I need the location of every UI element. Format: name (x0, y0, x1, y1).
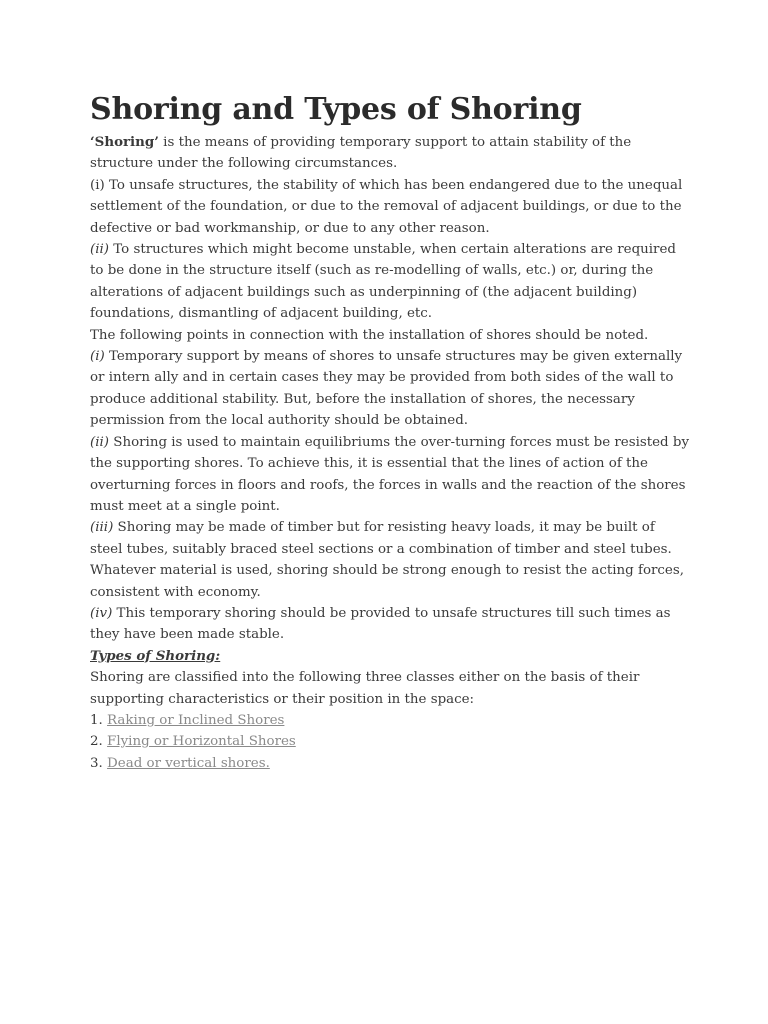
points-intro: The following points in connection with the installation of shores should be noted. (90, 327, 649, 343)
document-body (90, 132, 690, 774)
item-text: To structures which might become unstable, when certain alterations are required to be done in the structure itself (such as re-modelling of walls, etc.) or, during the alterations of adjacent buildings such as underpinning of (the adjacent building) foundations, dismantling of adjacent building, etc. (90, 242, 676, 322)
point-item (90, 603, 690, 646)
circumstance-item (90, 175, 690, 239)
item-marker: (i) (90, 349, 105, 365)
item-text: Shoring may be made of timber but for resisting heavy loads, it may be built of steel tubes, suitably braced steel sections or a combination of timber and steel tubes. Whatever material is used, shoring should be strong enough to resist the acting forces, consistent with economy. (90, 520, 684, 600)
raking-shores-link[interactable]: Raking or Inclined Shores (107, 712, 285, 728)
item-marker: (i) (90, 177, 105, 193)
shoring-term: ‘Shoring’ (90, 134, 159, 150)
item-text: This temporary shoring should be provided to unsafe structures till such times as they have been made stable. (90, 605, 671, 643)
item-marker: (iii) (90, 520, 114, 536)
point-item (90, 346, 690, 432)
dead-shores-link[interactable]: Dead or vertical shores. (107, 755, 270, 771)
list-number: 1. (90, 712, 108, 728)
item-marker: (ii) (90, 434, 110, 450)
circumstance-item (90, 239, 690, 325)
intro-text: is the means of providing temporary support to attain stability of the structure under the following circumstances. (90, 135, 632, 172)
list-item (90, 731, 690, 752)
intro-paragraph (90, 132, 690, 175)
item-marker: (iv) (90, 605, 113, 621)
types-heading-text: Types of Shoring: (90, 647, 221, 664)
list-item (90, 753, 690, 774)
flying-shores-link[interactable]: Flying or Horizontal Shores (107, 734, 296, 750)
types-intro: Shoring are classified into the following three classes either on the basis of their supporting characteristics or their position in the space: (90, 670, 640, 707)
item-text: Shoring is used to maintain equilibriums the over-turning forces must be resisted by the supporting shores. To achieve this, it is essential that the lines of action of the overturning forces in floors and roofs, the forces in walls and the reaction of the shores must meet at a single point. (90, 434, 690, 514)
item-text: Temporary support by means of shores to unsafe structures may be given externally or intern ally and in certain cases they may be provided from both sides of the wall to produce additional stability. But, before the installation of shores, the necessary permission from the local authority should be obtained. (90, 349, 683, 429)
list-item (90, 710, 690, 731)
document-page (90, 88, 690, 774)
list-number: 3. (90, 755, 108, 771)
types-heading (90, 646, 690, 667)
list-number: 2. (90, 734, 108, 750)
page-title: Shoring and Types of Shoring (90, 92, 582, 127)
point-item (90, 432, 690, 518)
item-marker: (ii) (90, 242, 110, 258)
point-item (90, 517, 690, 603)
item-text: To unsafe structures, the stability of which has been endangered due to the unequal settlement of the foundation, or due to the removal of adjacent buildings, or due to the defective or bad workmanship, or due to any other reason. (90, 177, 683, 236)
